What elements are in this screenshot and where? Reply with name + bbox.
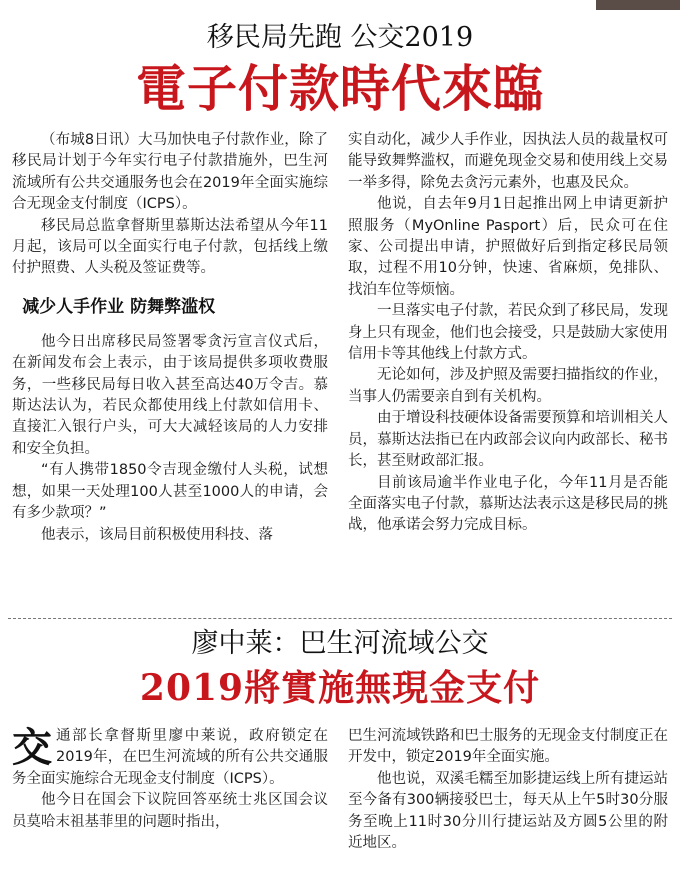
paragraph: 他今日出席移民局签署零贪污宣言仪式后，在新闻发布会上表示，由于该局提供多项收费服务，一些移民局每日收入甚至高达40万令吉。慕斯达法认为，若民众都使用线上付款如信用卡、直接汇入银行户头，可大大减轻该局的人力安排和安全负担。 [12, 333, 328, 457]
photo-edge [596, 0, 680, 10]
article2-right-column [348, 726, 668, 854]
paragraph: 目前该局逾半作业电子化，今年11月是否能全面落实电子付款，慕斯达法表示这是移民局的挑战，他承诺会努力完成目标。 [348, 474, 668, 534]
article1-left-column [12, 130, 328, 546]
article2-left-column [12, 726, 328, 833]
article1-kicker: 移民局先跑 公交2019 [206, 22, 474, 53]
paragraph-text: 通部长拿督斯里廖中莱说，政府锁定在2019年，在巴生河流域的所有公共交通服务全面实施综合无现金支付制度（ICPS）。 [12, 728, 328, 787]
paragraph: 实自动化，减少人手作业，因执法人员的裁量权可能导致舞弊滥权，而避免现金交易和使用线上交易一举多得，除免去贪污元素外，也惠及民众。 [348, 132, 668, 191]
paragraph: 巴生河流域铁路和巴士服务的无现金支付制度正在开发中，锁定2019年全面实施。 [348, 728, 668, 766]
paragraph [12, 726, 328, 790]
article1-subheading: 减少人手作业 防舞弊滥权 [22, 296, 216, 317]
paragraph: 他说，自去年9月1日起推出网上申请更新护照服务（MyOnline Pasport）后，民众可在住家、公司提出申请，护照做好后到指定移民局领取，过程不用10分钟，快速、省麻烦，免排队、找泊车位等烦恼。 [348, 196, 668, 298]
paragraph: 由于增设科技硬体设备需要预算和培训相关人员，慕斯达法指已在内政部会议向内政部长、秘书长，甚至财政部汇报。 [348, 410, 668, 470]
article2-kicker: 廖中莱：巴生河流域公交 [191, 628, 489, 659]
paragraph: 无论如何，涉及护照及需要扫描指纹的作业，当事人仍需要亲自到有关机构。 [348, 367, 668, 405]
paragraph: 他也说，双溪毛糯至加影捷运线上所有捷运站至今备有300辆接驳巴士，每天从上午5时30分服务至晚上11时30分川行捷运站及方圆5公里的附近地区。 [348, 770, 668, 852]
paragraph: 他今日在国会下议院回答巫统士兆区国会议员莫哈末祖基菲里的问题时指出， [12, 792, 328, 830]
drop-cap: 交 [12, 724, 52, 771]
paragraph: 他表示，该局目前积极使用科技、落 [41, 526, 273, 543]
article2-headline: 2019將實施無現金支付 [139, 667, 541, 709]
paragraph: 移民局总监拿督斯里慕斯达法希望从今年11月起，该局可以全面实行电子付款，包括线上缴付护照费、人头税及签证费等。 [12, 217, 328, 277]
section-divider [8, 618, 672, 619]
quote-paragraph: “有人携带1850令吉现金缴付人头税，试想想，如果一天处理100人甚至1000人的申请，会有多少款项？” [12, 462, 328, 522]
article1-headline: 電子付款時代來臨 [136, 59, 544, 118]
paragraph: （布城8日讯）大马加快电子付款作业，除了移民局计划于今年实行电子付款措施外，巴生河流域所有公共交通服务也会在2019年全面实施综合无现金支付制度（ICPS）。 [12, 132, 328, 213]
paragraph: 一旦落实电子付款，若民众到了移民局，发现身上只有现金，他们也会接受，只是鼓励大家使用信用卡等其他线上付款方式。 [348, 303, 668, 363]
article1-right-column [348, 130, 668, 537]
